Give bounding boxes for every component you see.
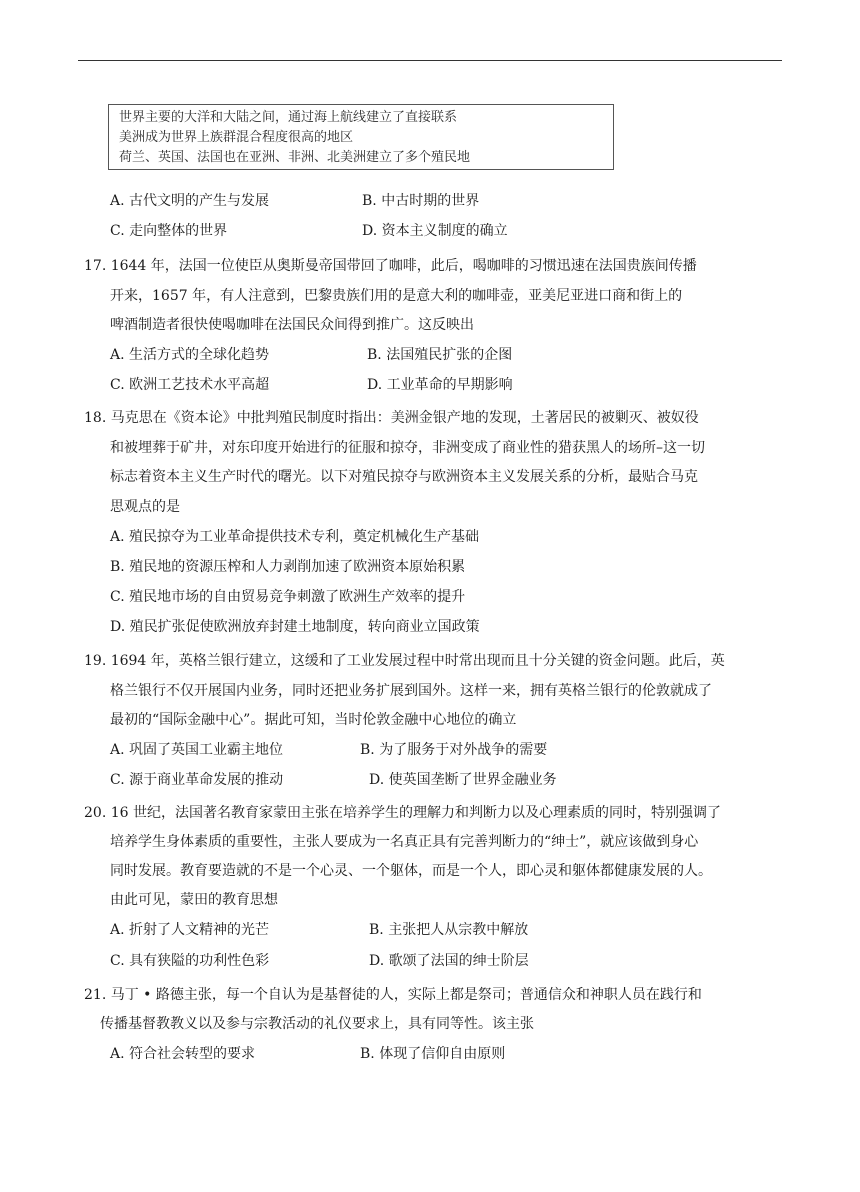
q18-option-d: D. 殖民扩张促使欧洲放弃封建土地制度，转向商业立国政策 xyxy=(110,619,480,635)
q20-option-b: B. 主张把人从宗教中解放 xyxy=(369,922,529,938)
q21-stem-line: 传播基督教教义以及参与宗教活动的礼仪要求上，具有同等性。该主张 xyxy=(100,1016,534,1032)
q21-option-a: A. 符合社会转型的要求 xyxy=(110,1046,256,1062)
q18-option-a: A. 殖民掠夺为工业革命提供技术专利，奠定机械化生产基础 xyxy=(110,529,480,545)
q20-stem-line: 20. 16 世纪，法国著名教育家蒙田主张在培养学生的理解力和判断力以及心理素质的同时，特别强调了 xyxy=(84,805,721,821)
q21-option-b: B. 体现了信仰自由原则 xyxy=(360,1046,506,1062)
q17-option-d: D. 工业革命的早期影响 xyxy=(367,377,513,393)
q17-stem-line: 开来，1657 年，有人注意到，巴黎贵族们用的是意大利的咖啡壶，亚美尼亚进口商和街上的 xyxy=(110,288,683,304)
q20-option-a: A. 折射了人文精神的光芒 xyxy=(110,922,270,938)
q19-stem-line: 19. 1694 年，英格兰银行建立，这缓和了工业发展过程中时常出现而且十分关键的资金问题。此后，英 xyxy=(84,653,725,669)
q18-stem-line: 18. 马克思在《资本论》中批判殖民制度时指出：美洲金银产地的发现，土著居民的被剿灭、被奴役 xyxy=(84,410,699,426)
header-rule xyxy=(78,60,782,61)
q16-option-d: D. 资本主义制度的确立 xyxy=(362,223,508,239)
q16-option-c: C. 走向整体的世界 xyxy=(110,223,228,239)
q17-option-b: B. 法国殖民扩张的企图 xyxy=(367,347,513,363)
q17-stem-line: 17. 1644 年，法国一位使臣从奥斯曼帝国带回了咖啡，此后，喝咖啡的习惯迅速在法国贵族间传播 xyxy=(84,258,697,274)
q19-option-a: A. 巩固了英国工业霸主地位 xyxy=(110,742,284,758)
q17-option-a: A. 生活方式的全球化趋势 xyxy=(110,347,270,363)
q18-option-c: C. 殖民地市场的自由贸易竞争刺激了欧洲生产效率的提升 xyxy=(110,589,466,605)
q20-option-d: D. 歌颂了法国的绅士阶层 xyxy=(369,953,529,969)
q19-option-b: B. 为了服务于对外战争的需要 xyxy=(360,742,548,758)
q19-option-d: D. 使英国垄断了世界金融业务 xyxy=(369,772,557,788)
q20-stem-line: 由此可见，蒙田的教育思想 xyxy=(110,892,278,908)
q20-option-c: C. 具有狭隘的功利性色彩 xyxy=(110,953,270,969)
q20-stem-line: 培养学生身体素质的重要性，主张人要成为一名真正具有完善判断力的“绅士”，就应该做到身心 xyxy=(110,834,699,850)
q19-stem-line: 格兰银行不仅开展国内业务，同时还把业务扩展到国外。这样一来，拥有英格兰银行的伦敦就成了 xyxy=(110,683,712,699)
q16-option-a: A. 古代文明的产生与发展 xyxy=(110,193,270,209)
q18-option-b: B. 殖民地的资源压榨和人力剥削加速了欧洲资本原始积累 xyxy=(110,559,466,575)
q21-stem-line: 21. 马丁 • 路德主张，每一个自认为是基督徒的人，实际上都是祭司；普通信众和神职人员在践行和 xyxy=(84,987,702,1003)
material-line: 世界主要的大洋和大陆之间，通过海上航线建立了直接联系 xyxy=(119,110,458,125)
q19-option-c: C. 源于商业革命发展的推动 xyxy=(110,772,284,788)
q17-stem-line: 啤酒制造者很快使喝咖啡在法国民众间得到推广。这反映出 xyxy=(110,317,474,333)
material-line: 美洲成为世界上族群混合程度很高的地区 xyxy=(119,130,354,145)
material-line: 荷兰、英国、法国也在亚洲、非洲、北美洲建立了多个殖民地 xyxy=(119,150,471,165)
q18-stem-line: 标志着资本主义生产时代的曙光。以下对殖民掠夺与欧洲资本主义发展关系的分析，最贴合马克 xyxy=(110,469,698,485)
q17-option-c: C. 欧洲工艺技术水平高超 xyxy=(110,377,270,393)
q19-stem-line: 最初的“国际金融中心”。据此可知，当时伦敦金融中心地位的确立 xyxy=(110,712,517,728)
q18-stem-line: 和被埋葬于矿井，对东印度开始进行的征服和掠夺，非洲变成了商业性的猎获黑人的场所–这一切 xyxy=(110,440,705,456)
material-box xyxy=(108,104,614,170)
q20-stem-line: 同时发展。教育要造就的不是一个心灵、一个躯体，而是一个人，即心灵和躯体都健康发展的人。 xyxy=(110,863,712,879)
q18-stem-line: 思观点的是 xyxy=(110,499,180,515)
q16-option-b: B. 中古时期的世界 xyxy=(362,193,480,209)
